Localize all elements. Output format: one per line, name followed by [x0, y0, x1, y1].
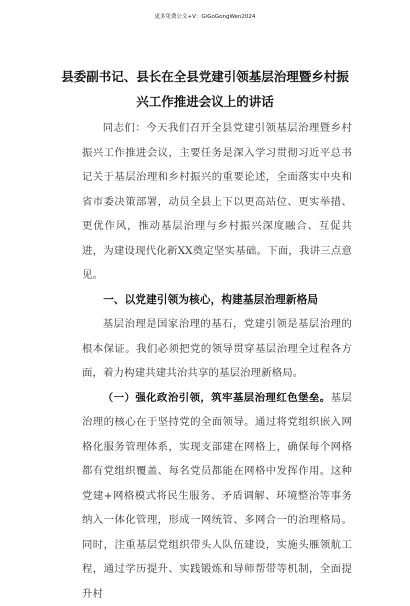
page-header: 更多免费公文+V：GiGoGongWen2024: [0, 14, 410, 20]
document-title: 县委副书记、县长在全县党建引领基层治理暨乡村振兴工作推进会议上的讲话: [60, 64, 350, 114]
paragraph-political-leadership: [82, 386, 352, 606]
paragraph-opening: 同志们：今天我们召开全县党建引领基层治理暨乡村振兴工作推进会议，主要任务是深入学习贯彻习近平总书记关于基层治理和乡村振兴的重要论述，全面落实中央和省市委决策部署，动员全县上下以更高站位、更实举措、更优作风，推动基层治理与乡村振兴深度融合、互促共进，为建设现代化新XX奠定坚实基础。下面，我讲三点意见。: [82, 116, 352, 288]
document-body: [82, 116, 352, 606]
paragraph-foundation: 基层治理是国家治理的基石，党建引领是基层治理的根本保证。我们必须把党的领导贯穿基层治理全过程各方面，着力构建共建共治共享的基层治理新格局。: [82, 312, 352, 386]
section-heading-1: 一、以党建引领为核心，构建基层治理新格局: [82, 288, 352, 313]
paragraph-political-leadership-text: 基层治理的核心在于坚持党的全面领导。通过将党组织嵌入网格化服务管理体系，实现支部建在网格上，确保每个网格都有党组织覆盖、每名党员都能在网格中发挥作用。这种党建+网格模式将民生服务、矛盾调解、环境整治等事务纳入一体化管理，形成一网统管、多网合一的治理格局。同时，注重基层党组织带头人队伍建设，实施头雁领航工程，通过学历提升、实践锻炼和导师帮带等机制，全面提升村: [82, 392, 352, 600]
subsection-heading: （一）强化政治引领，筑牢基层治理红色堡垒。: [103, 392, 331, 404]
